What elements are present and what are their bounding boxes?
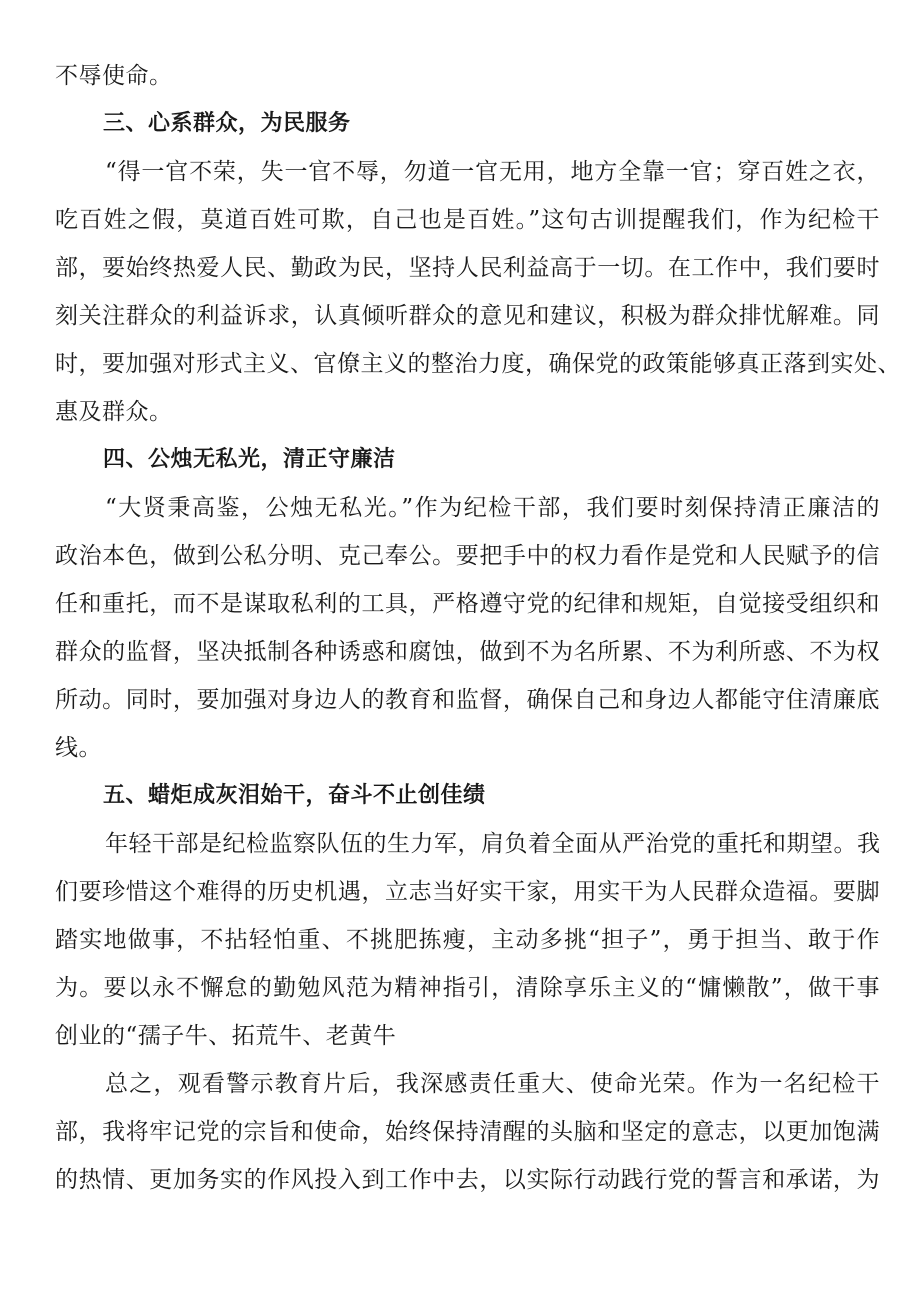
text-line: 时，要加强对形式主义、官僚主义的整治力度，确保党的政策能够真正落到实处、 (55, 351, 901, 377)
text-line: 群众的监督，坚决抵制各种诱惑和腐蚀，做到不为名所累、不为利所惑、不为权 (55, 639, 880, 665)
text-line: 的热情、更加务实的作风投入到工作中去，以实际行动践行党的誓言和承诺，为 (55, 1167, 880, 1193)
text-line: 部，要始终热爱人民、勤政为民，坚持人民利益高于一切。在工作中，我们要时 (55, 255, 880, 281)
text-line: “大贤秉高鉴，公烛无私光。”作为纪检干部，我们要时刻保持清正廉洁的 (105, 495, 880, 521)
text-line: 惠及群众。 (55, 399, 173, 425)
text-line: 年轻干部是纪检监察队伍的生力军，肩负着全面从严治党的重托和期望。我 (105, 831, 881, 857)
text-line: 总之，观看警示教育片后，我深感责任重大、使命光荣。作为一名纪检干 (105, 1071, 880, 1097)
text-line: 线。 (55, 735, 102, 761)
section-heading-4: 四、公烛无私光，清正守廉洁 (103, 447, 396, 472)
text-line: 吃百姓之假，莫道百姓可欺，自己也是百姓。”这句古训提醒我们，作为纪检干 (55, 207, 880, 233)
text-line: 部，我将牢记党的宗旨和使命，始终保持清醒的头脑和坚定的意志，以更加饱满 (55, 1119, 880, 1145)
text-line: 为。要以永不懈怠的勤勉风范为精神指引，清除享乐主义的“慵懒散”，做干事 (55, 975, 880, 1001)
section-heading-5: 五、蜡炬成灰泪始干，奋斗不止创佳绩 (103, 783, 486, 808)
text-line: 创业的“孺子牛、拓荒牛、老黄牛 (55, 1023, 397, 1049)
text-line: 刻关注群众的利益诉求，认真倾听群众的意见和建议，积极为群众排忧解难。同 (55, 303, 880, 329)
text-line: 政治本色，做到公私分明、克己奉公。要把手中的权力看作是党和人民赋予的信 (55, 543, 880, 569)
document-page (55, 52, 901, 1204)
text-line: 任和重托，而不是谋取私利的工具，严格遵守党的纪律和规矩，自觉接受组织和 (55, 591, 880, 617)
text-line: 踏实地做事，不拈轻怕重、不挑肥拣瘦，主动多挑“担子”，勇于担当、敢于作 (55, 927, 880, 953)
text-line: 不辱使命。 (55, 63, 173, 89)
text-line: 们要珍惜这个难得的历史机遇，立志当好实干家，用实干为人民群众造福。要脚 (55, 879, 880, 905)
text-line: “得一官不荣，失一官不辱，勿道一官无用，地方全靠一官；穿百姓之衣， (105, 159, 880, 185)
text-line: 所动。同时，要加强对身边人的教育和监督，确保自己和身边人都能守住清廉底 (55, 687, 880, 713)
section-heading-3: 三、心系群众，为民服务 (103, 111, 351, 136)
